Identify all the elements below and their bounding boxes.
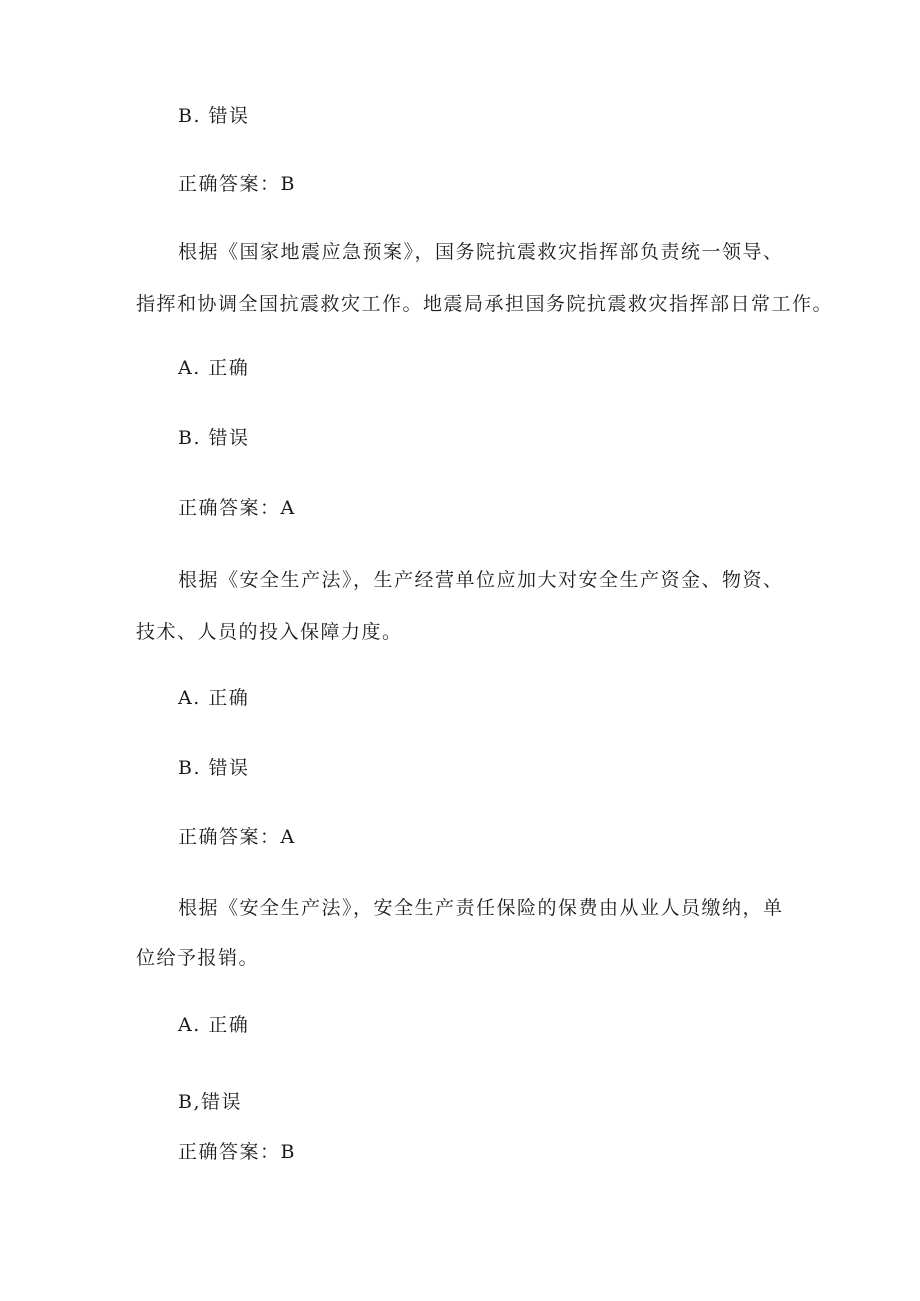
- correct-answer: 正确答案：B: [178, 173, 296, 195]
- question-line-1: 根据《安全生产法》，生产经营单位应加大对安全生产资金、物资、: [178, 569, 784, 591]
- question-line-1: 根据《国家地震应急预案》，国务院抗震救灾指挥部负责统一领导、: [178, 241, 784, 263]
- question-line-2: 指挥和协调全国抗震救灾工作。地震局承担国务院抗震救灾指挥部日常工作。: [136, 293, 834, 315]
- option-a: A. 正确: [178, 1014, 250, 1036]
- option-b: B,错误: [178, 1091, 243, 1113]
- correct-answer: 正确答案：A: [178, 497, 296, 519]
- question-line-2: 位给予报销。: [136, 947, 260, 969]
- correct-answer: 正确答案：A: [178, 826, 296, 848]
- option-a: A. 正确: [178, 357, 250, 379]
- option-b: B. 错误: [178, 757, 250, 779]
- question-line-1: 根据《安全生产法》，安全生产责任保险的保费由从业人员缴纳，单: [178, 897, 784, 919]
- option-b: B. 错误: [178, 105, 250, 127]
- question-line-2: 技术、人员的投入保障力度。: [136, 621, 403, 643]
- option-a: A. 正确: [178, 687, 250, 709]
- correct-answer: 正确答案：B: [178, 1141, 296, 1163]
- option-b: B. 错误: [178, 427, 250, 449]
